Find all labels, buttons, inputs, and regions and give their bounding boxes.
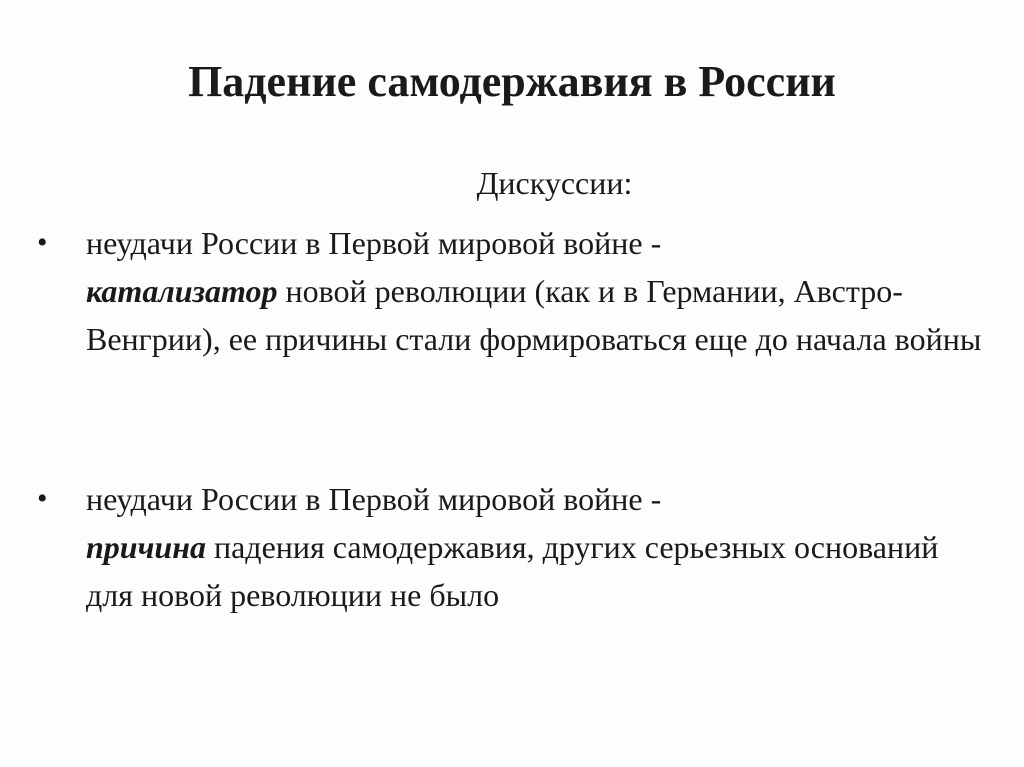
- bullet-text: [86, 475, 986, 619]
- bullet-emphasis: катализатор: [86, 273, 278, 309]
- bullet-text-lead: неудачи России в Первой мировой войне -: [86, 481, 662, 517]
- bullet-text: [86, 219, 986, 363]
- bullet-dot-icon: •: [37, 482, 48, 515]
- slide-subtitle: Дискуссии:: [476, 165, 633, 201]
- bullet-text-lead: неудачи России в Первой мировой войне -: [86, 225, 662, 261]
- slide-title: Падение самодержавия в России: [188, 57, 836, 106]
- bullet-emphasis: причина: [86, 529, 206, 565]
- bullet-text-rest: новой революции (как и в Германии, Австро-Венгрии), ее причины стали формироваться еще до начала войны: [86, 273, 982, 357]
- bullet-dot-icon: •: [37, 226, 48, 259]
- bullet-text-rest: падения самодержавия, других серьезных оснований для новой революции не было: [86, 529, 939, 613]
